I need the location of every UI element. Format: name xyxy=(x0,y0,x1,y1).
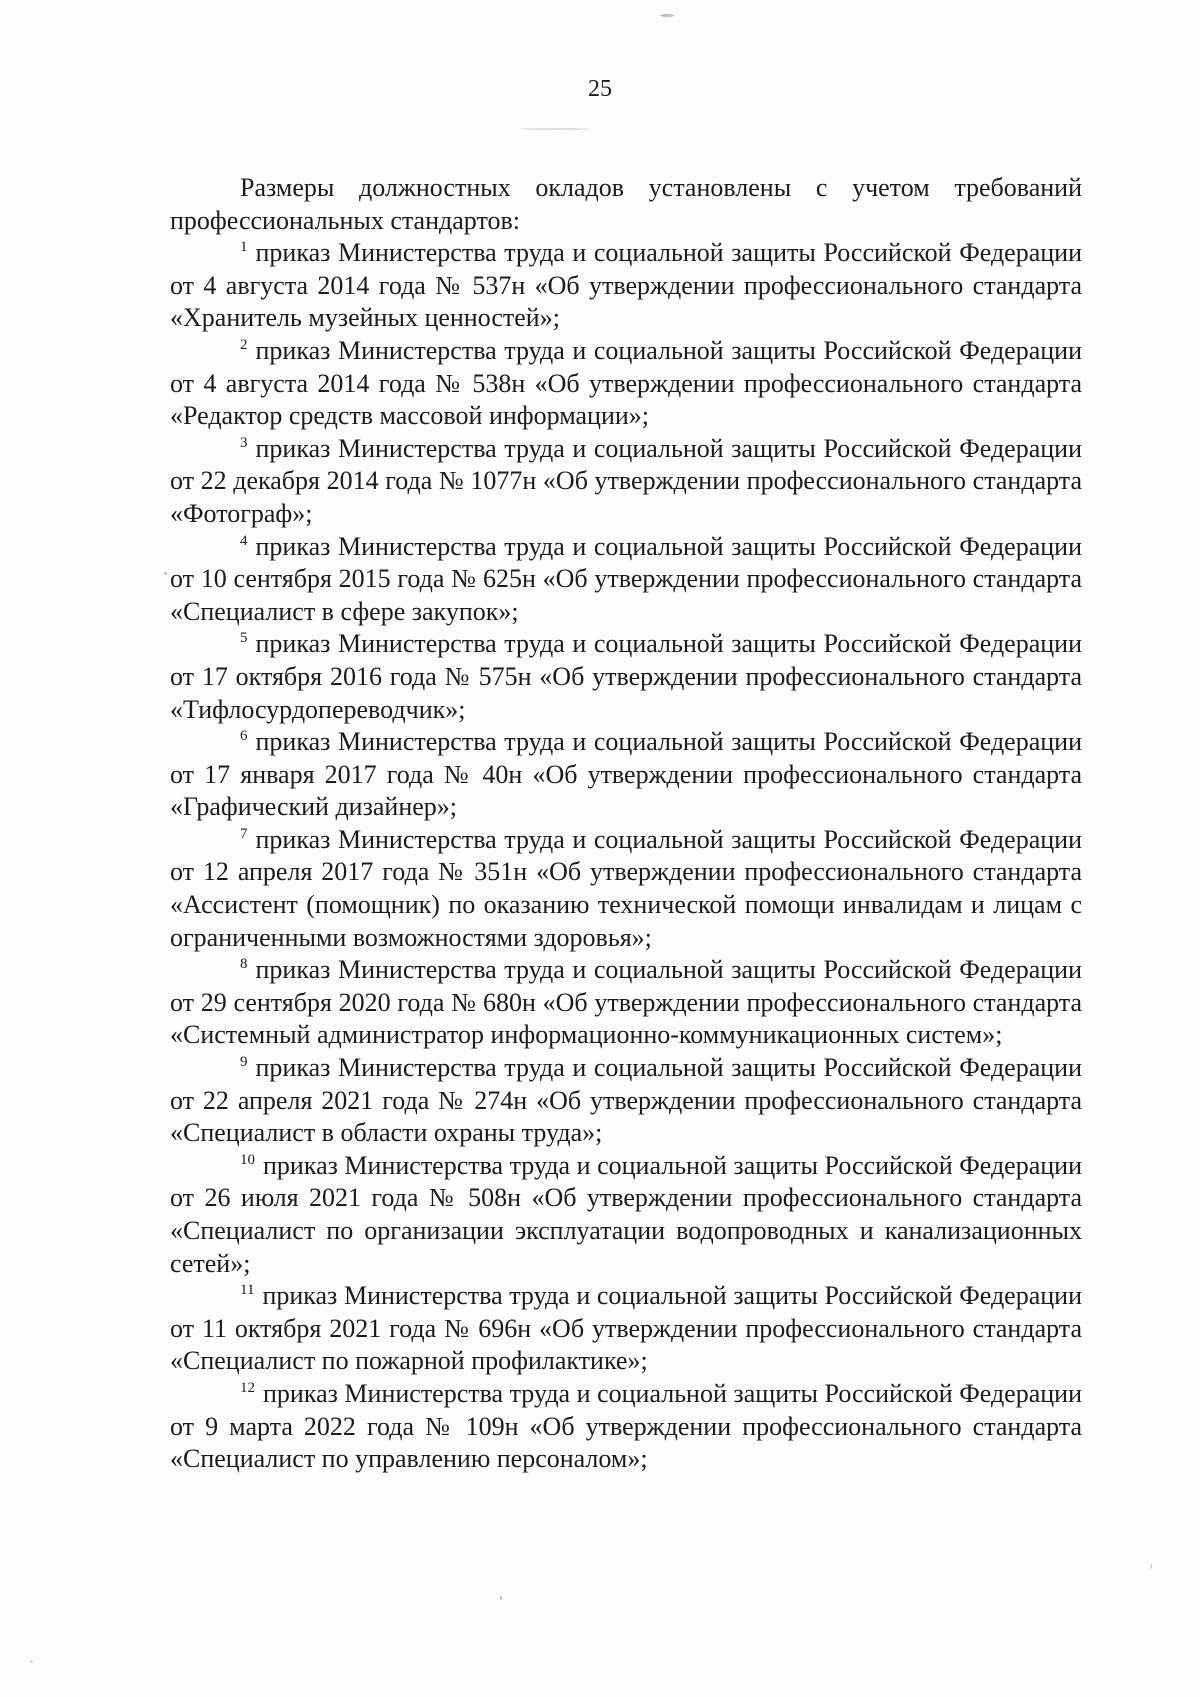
footnote-mark: 7 xyxy=(240,825,248,842)
footnote-mark: 11 xyxy=(240,1282,255,1299)
footnote-text: приказ Министерства труда и социальной защиты Российской Федерации от 9 марта 2022 года № 109н «Об утверждении профессионального стандарта «Специалист по управлению персоналом»; xyxy=(170,1378,1082,1474)
footnote-5 xyxy=(170,628,1082,726)
page-number: 25 xyxy=(588,76,612,102)
footnote-text: приказ Министерства труда и социальной защиты Российской Федерации от 22 апреля 2021 года № 274н «Об утверждении профессионального стандарта «Специалист в области охраны труда»; xyxy=(170,1053,1082,1148)
footnote-text: приказ Министерства труда и социальной защиты Российской Федерации от 17 января 2017 года № 40н «Об утверждении профессионального стандарта «Графический дизайнер»; xyxy=(170,727,1082,822)
footnote-text: приказ Министерства труда и социальной защиты Российской Федерации от 26 июля 2021 года № 508н «Об утверждении профессионального стандарта «Специалист по организации эксплуатации водопроводных и канализационных сетей»; xyxy=(170,1150,1082,1278)
footnote-text: приказ Министерства труда и социальной защиты Российской Федерации от 17 октября 2016 года № 575н «Об утверждении профессионального стандарта «Тифлосурдопереводчик»; xyxy=(170,629,1082,724)
footnote-3 xyxy=(170,433,1082,531)
scan-speck xyxy=(500,1596,502,1600)
intro-paragraph: Размеры должностных окладов установлены с учетом требований профессиональных стандартов: xyxy=(170,173,1082,235)
footnote-mark: 2 xyxy=(240,336,248,353)
footnote-8 xyxy=(170,954,1082,1052)
footnote-7 xyxy=(170,824,1082,954)
footnote-text: приказ Министерства труда и социальной защиты Российской Федерации от 29 сентября 2020 года № 680н «Об утверждении профессионального стандарта «Системный администратор информационно-коммуникационных систем»; xyxy=(170,955,1082,1050)
footnote-text: приказ Министерства труда и социальной защиты Российской Федерации от 11 октября 2021 года № 696н «Об утверждении профессионального стандарта «Специалист по пожарной профилактике»; xyxy=(170,1281,1082,1376)
footnote-mark: 8 xyxy=(240,956,248,973)
footnote-mark: 9 xyxy=(240,1054,248,1071)
footnote-mark: 10 xyxy=(240,1151,255,1168)
footnote-text: приказ Министерства труда и социальной защиты Российской Федерации от 4 августа 2014 года № 538н «Об утверждении профессионального стандарта «Редактор средств массовой информации»; xyxy=(170,335,1082,431)
footnote-mark: 5 xyxy=(240,630,248,647)
scan-speck xyxy=(660,14,674,17)
footnote-6 xyxy=(170,726,1082,824)
footnote-text: приказ Министерства труда и социальной защиты Российской Федерации от 22 декабря 2014 года № 1077н «Об утверждении профессионального стандарта «Фотограф»; xyxy=(170,433,1082,528)
footnote-text: приказ Министерства труда и социальной защиты Российской Федерации от 4 августа 2014 года № 537н «Об утверждении профессионального стандарта «Хранитель музейных ценностей»; xyxy=(170,238,1082,333)
footnote-mark: 12 xyxy=(240,1379,255,1396)
scan-speck xyxy=(1150,1564,1152,1569)
footnote-11 xyxy=(170,1280,1082,1378)
footnote-mark: 6 xyxy=(240,728,248,745)
footnote-mark: 4 xyxy=(240,532,248,549)
scan-speck xyxy=(520,128,590,130)
scan-speck xyxy=(164,572,167,575)
footnote-10 xyxy=(170,1150,1082,1280)
document-body xyxy=(170,172,1082,1476)
footnote-mark: 1 xyxy=(240,239,248,256)
footnote-text: приказ Министерства труда и социальной защиты Российской Федерации от 10 сентября 2015 года № 625н «Об утверждении профессионального стандарта «Специалист в сфере закупок»; xyxy=(170,531,1082,626)
footnote-4 xyxy=(170,531,1082,629)
footnote-12 xyxy=(170,1378,1082,1476)
footnote-2 xyxy=(170,335,1082,433)
footnote-text: приказ Министерства труда и социальной защиты Российской Федерации от 12 апреля 2017 года № 351н «Об утверждении профессионального стандарта «Ассистент (помощник) по оказанию технической помощи инвалидам и лицам с ограниченными возможностями здоровья»; xyxy=(170,824,1082,952)
footnote-mark: 3 xyxy=(240,434,248,451)
scan-speck xyxy=(30,1660,33,1663)
footnote-1 xyxy=(170,237,1082,335)
footnote-9 xyxy=(170,1052,1082,1150)
